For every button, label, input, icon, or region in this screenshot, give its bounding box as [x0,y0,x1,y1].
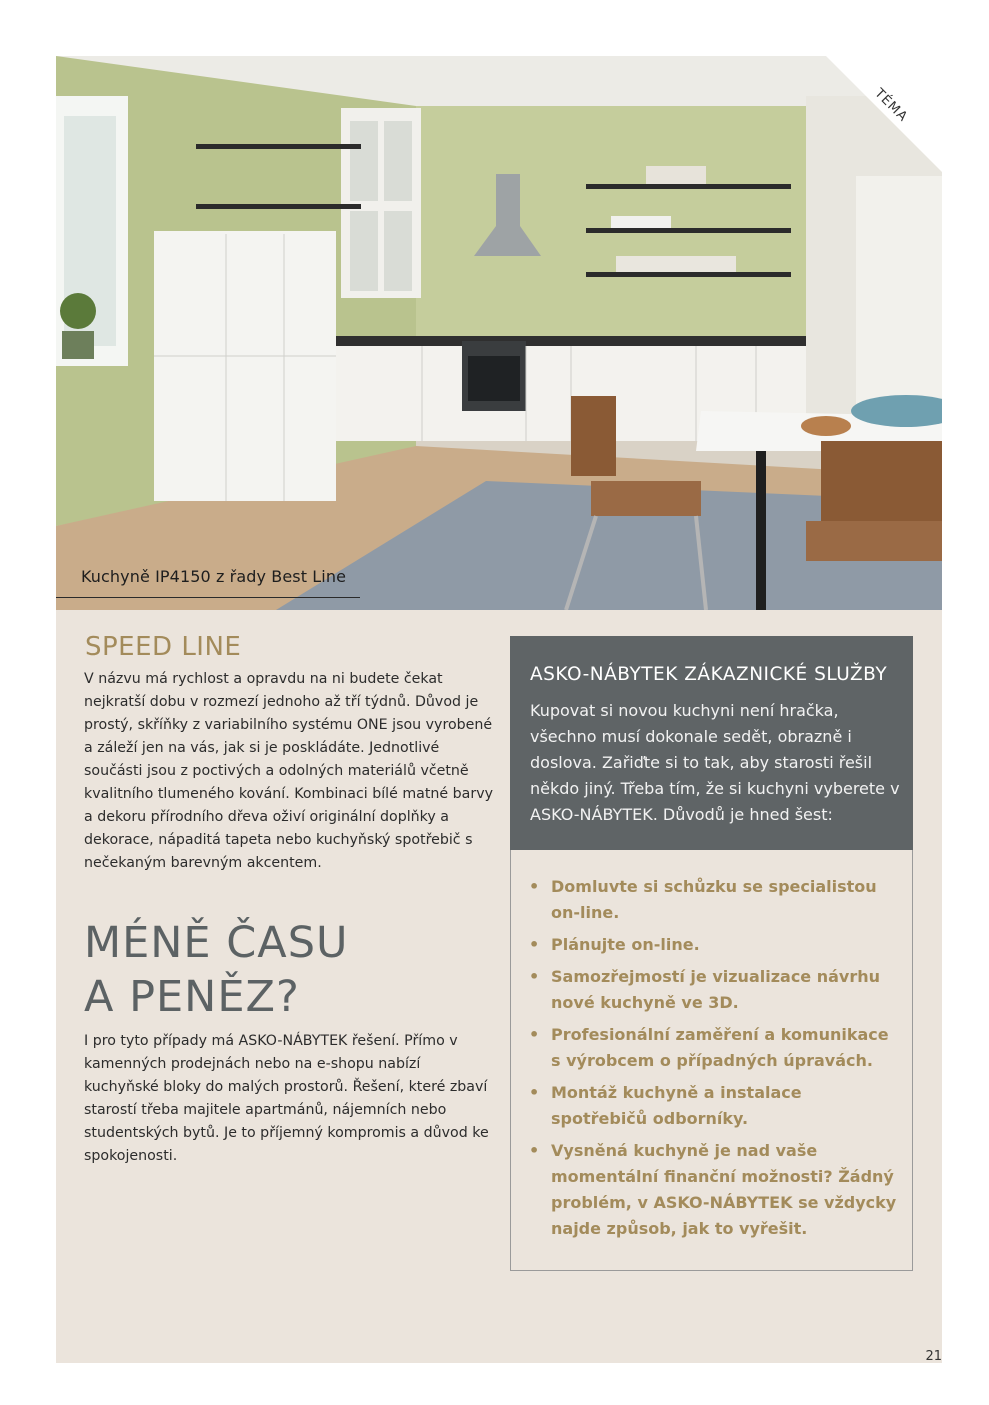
corner-fold [826,56,942,172]
section-tag: TÉMA [871,86,911,126]
photo-caption: Kuchyně IP4150 z řady Best Line [81,567,347,586]
bullet: • [529,1141,540,1160]
bullet: • [529,935,540,954]
reasons-box [510,850,913,1271]
list-item: • Montáž kuchyně a instalace spotřebičů odborníky. [527,1080,897,1132]
kitchen-photo [56,56,942,610]
list-item: • Vysněná kuchyně je nad vaše momentální finanční možnosti? Žádný problém, v ASKO-NÁBYTEK se vždycky najde způsob, jak to vyřešit. [527,1138,897,1242]
customer-service-heading: ASKO-NÁBYTEK ZÁKAZNICKÉ SLUŽBY [530,664,888,685]
bullet: • [529,967,540,986]
bullet: • [529,1083,540,1102]
speed-line-heading: SPEED LINE [85,632,242,662]
less-time-heading-line1: MÉNĚ ČASU [84,918,349,968]
customer-service-intro: Kupovat si novou kuchyni není hračka, všechno musí dokonale sedět, obrazně i doslova. Zařiďte si to tak, aby starosti řešil někdo jiný. Třeba tím, že si kuchyni vyberete v ASKO-NÁBYTEK. Důvodů je hned šest: [530,701,900,824]
list-item: • Domluvte si schůzku se specialistou on-line. [527,874,897,926]
caption-underline [56,597,360,598]
kitchen-illustration [56,56,942,610]
less-time-heading [84,916,348,1024]
less-time-heading-line2: A PENĚZ? [84,972,300,1022]
page-number: 21 [925,1349,942,1364]
list-item: • Plánujte on-line. [527,932,897,958]
reasons-list [527,874,897,1248]
bullet: • [529,877,540,896]
less-time-paragraph: I pro tyto případy má ASKO-NÁBYTEK řešení. Přímo v kamenných prodejnách nebo na e-shopu nabízí kuchyňské bloky do malých prostorů. Řešení, které zbaví starostí třeba majitele apartmánů, nájemních nebo studentských bytů. Je to příjemný kompromis a důvod ke spokojenosti. [84,1033,489,1164]
speed-line-paragraph: V názvu má rychlost a opravdu na ni budete čekat nejkratší dobu v rozmezí jednoho až tří týdnů. Důvod je prostý, skříňky z variabilního systému ONE jsou vyrobené a záleží jen na vás, jak si je poskládáte. Jednotlivé součásti jsou z poctivých a odolných materiálů včetně kvalitního tlumeného kování. Kombinaci bílé matné barvy a dekoru přírodního dřeva oživí originální doplňky a dekorace, nápaditá tapeta nebo kuchyňský spotřebič s nečekaným barevným akcentem. [84,671,493,871]
customer-service-box [510,636,913,850]
page [56,56,942,1363]
list-item: • Samozřejmostí je vizualizace návrhu nové kuchyně ve 3D. [527,964,897,1016]
bullet: • [529,1025,540,1044]
list-item: • Profesionální zaměření a komunikace s výrobcem o případných úpravách. [527,1022,897,1074]
